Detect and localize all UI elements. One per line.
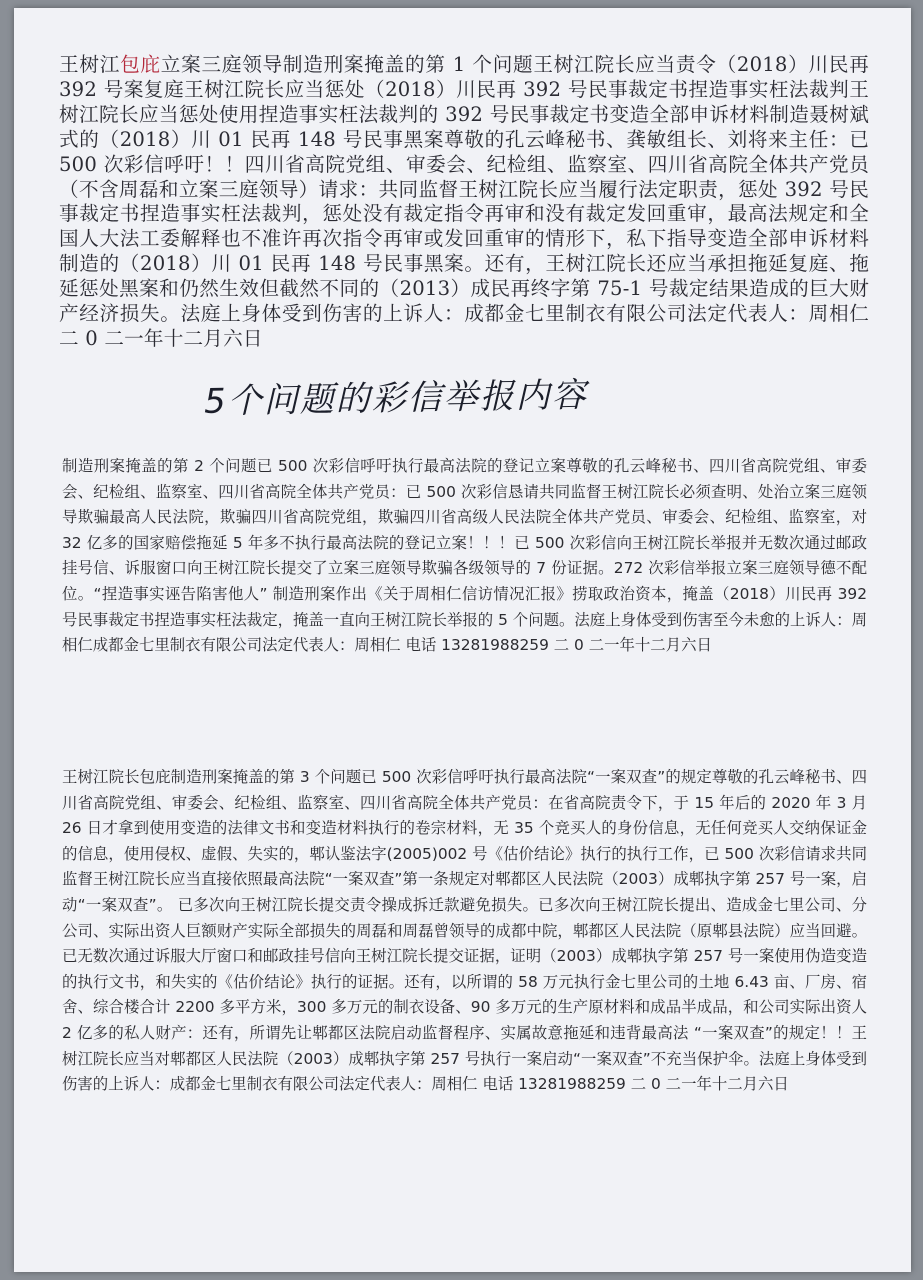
paragraph-problem-1 [59,53,869,352]
para1-rest: 立案三庭领导制造刑案掩盖的第 1 个问题王树江院长应当责令（2018）川民再 392 号案复庭王树江院长应当惩处（2018）川民再 392 号民事裁定书捏造事实枉法裁判王树江院长应当惩处使用捏造事实枉法裁判的 392 号民事裁定书变造全部申诉材料制造聂树斌式的（2018）川 01 民再 148 号民事黑案尊敬的孔云峰秘书、龚敏组长、刘将来主任：已 500 次彩信呼吁！！四川省高院党组、审委会、纪检组、监察室、四川省高院全体共产党员（不含周磊和立案三庭领导）请求：共同监督王树江院长应当履行法定职责，惩处 392 号民事裁定书捏造事实枉法裁判，惩处没有裁定指令再审和没有裁定发回重审，最高法规定和全国人大法工委解释也不准许再次指令再审或发回重审的情形下，私下指导变造全部申诉材料制造的（2018）川 01 民再 148 号民事黑案。还有，王树江院长还应当承担拖延复庭、拖延惩处黑案和仍然生效但截然不同的（2013）成民再终字第 75-1 号裁定结果造成的巨大财产经济损失。法庭上身体受到伤害的上诉人：成都金七里制衣有限公司法定代表人：周相仁 二 0 二一年十二月六日 [59,53,870,350]
handwritten-note: 5个问题的彩信举报内容 [203,375,588,422]
para1-lead: 王树江 [59,53,121,76]
para1-highlight: 包庇 [120,53,161,76]
paragraph-problem-3: 王树江院长包庇制造刑案掩盖的第 3 个问题已 500 次彩信呼吁执行最高法院“一案双查”的规定尊敬的孔云峰秘书、四川省高院党组、审委会、纪检组、监察室、四川省高院全体共产党员：在省高院责令下，于 15 年后的 2020 年 3 月 26 日才拿到使用变造的法律文书和变造材料执行的卷宗材料，无 35 个竞买人的身份信息，无任何竞买人交纳保证金的信息，使用侵权、虚假、失实的，郫认鉴法字(2005)002 号《估价结论》执行的执行工作，已 500 次彩信请求共同监督王树江院长应当直接依照最高法院“一案双查”第一条规定对郫都区人民法院（2003）成郫执字第 257 号一案，启动“一案双查”。 已多次向王树江院长提交责令操成拆迁款避免损失。已多次向王树江院长提出、造成金七里公司、分公司、实际出资人巨额财产实际全部损失的周磊和周磊曾领导的成都中院，郫都区人民法院（原郫县法院）应当回避。已无数次通过诉服大厅窗口和邮政挂号信向王树江院长提交证据，证明（2003）成郫执字第 257 号一案使用伪造变造的执行文书，和失实的《估价结论》执行的证据。还有，以所谓的 58 万元执行金七里公司的土地 6.43 亩、厂房、宿舍、综合楼合计 2200 多平方米，300 多万元的制衣设备、90 多万元的生产原材料和成品半成品，和公司实际出资人 2 亿多的私人财产：还有，所谓先让郫都区法院启动监督程序、实属故意拖延和违背最高法 “一案双查”的规定！！王树江院长应当对郫都区人民法院（2003）成郫执字第 257 号执行一案启动“一案双查”不充当保护伞。法庭上身体受到伤害的上诉人：成都金七里制衣有限公司法定代表人：周相仁 电话 13281988259 二 0 二一年十二月六日 [62,768,867,1094]
paragraph-problem-2: 制造刑案掩盖的第 2 个问题已 500 次彩信呼吁执行最高法院的登记立案尊敬的孔云峰秘书、四川省高院党组、审委会、纪检组、监察室、四川省高院全体共产党员：已 500 次彩信恳请共同监督王树江院长必须查明、处治立案三庭领导欺骗最高人民法院，欺骗四川省高院党组，欺骗四川省高级人民法院全体共产党员、审委会、纪检组、监察室，对 32 亿多的国家赔偿拖延 5 年多不执行最高法院的登记立案！！！已 500 次彩信向王树江院长举报并无数次通过邮政挂号信、诉服窗口向王树江院长提交了立案三庭领导欺骗各级领导的 7 份证据。272 次彩信举报立案三庭领导德不配位。“捏造事实诬告陷害他人” 制造刑案作出《关于周相仁信访情况汇报》捞取政治资本，掩盖（2018）川民再 392 号民事裁定书捏造事实枉法裁定，掩盖一直向王树江院长举报的 5 个问题。法庭上身体受到伤害至今未愈的上诉人：周相仁成都金七里制衣有限公司法定代表人：周相仁 电话 13281988259 二 0 二一年十二月六日 [62,457,867,655]
document-sheet [14,8,911,1272]
